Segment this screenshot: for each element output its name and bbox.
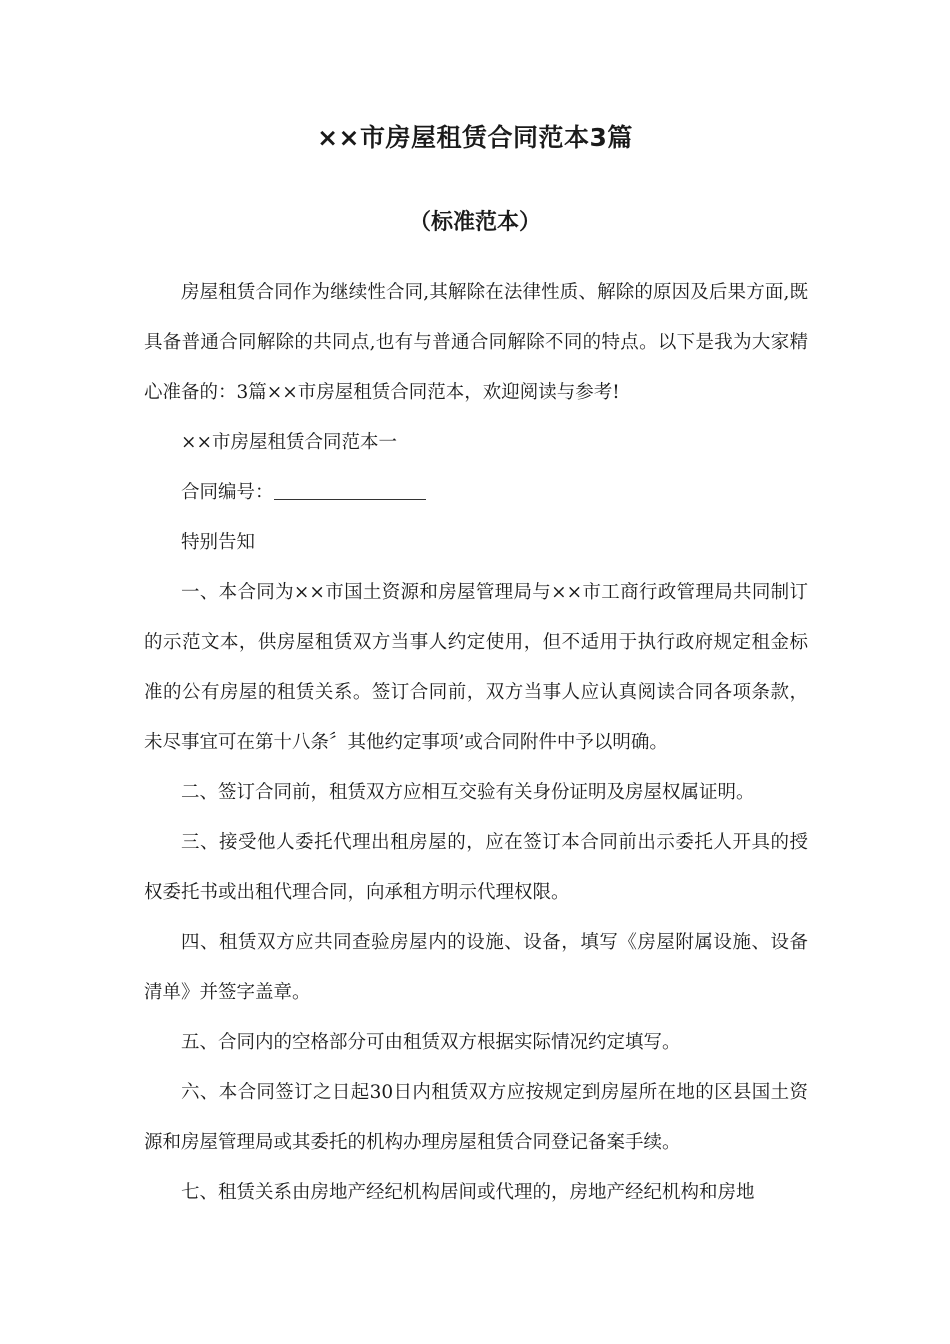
intro-paragraph: 房屋租赁合同作为继续性合同,其解除在法律性质、解除的原因及后果方面,既具备普通合同解除的共同点,也有与普通合同解除不同的特点。以下是我为大家精心准备的：3篇××市房屋租赁合同范本，欢迎阅读与参考! [144, 282, 808, 403]
notice-item: 一、本合同为××市国土资源和房屋管理局与××市工商行政管理局共同制订的示范文本，供房屋租赁双方当事人约定使用，但不适用于执行政府规定租金标准的公有房屋的租赁关系。签订合同前，双方当事人应认真阅读合同各项条款，未尽事宜可在第十八条〞其他约定事项’或合同附件中予以明确。 [144, 582, 808, 753]
notice-item: 四、租赁双方应共同查验房屋内的设施、设备，填写《房屋附属设施、设备清单》并签字盖章。 [144, 932, 808, 1003]
contract-number-blank [274, 479, 426, 500]
section-title: ××市房屋租赁合同范本一 [181, 432, 398, 453]
document-subtitle: （标准范本） [408, 210, 541, 235]
notice-item: 二、签订合同前，租赁双方应相互交验有关身份证明及房屋权属证明。 [181, 782, 755, 803]
notice-item: 三、接受他人委托代理出租房屋的，应在签订本合同前出示委托人开具的授权委托书或出租代理合同，向承租方明示代理权限。 [144, 832, 808, 903]
contract-number-label: 合同编号： [181, 482, 274, 503]
notice-item: 七、租赁关系由房地产经纪机构居间或代理的，房地产经纪机构和房地 [181, 1182, 755, 1203]
special-notice-heading: 特别告知 [181, 532, 256, 553]
document-body [144, 268, 808, 1218]
notice-item: 五、合同内的空格部分可由租赁双方根据实际情况约定填写。 [181, 1032, 681, 1053]
document-title: ××市房屋租赁合同范本3篇 [317, 123, 633, 152]
notice-item: 六、本合同签订之日起30日内租赁双方应按规定到房屋所在地的区县国土资源和房屋管理局或其委托的机构办理房屋租赁合同登记备案手续。 [144, 1082, 808, 1153]
contract-number-line [144, 468, 808, 518]
